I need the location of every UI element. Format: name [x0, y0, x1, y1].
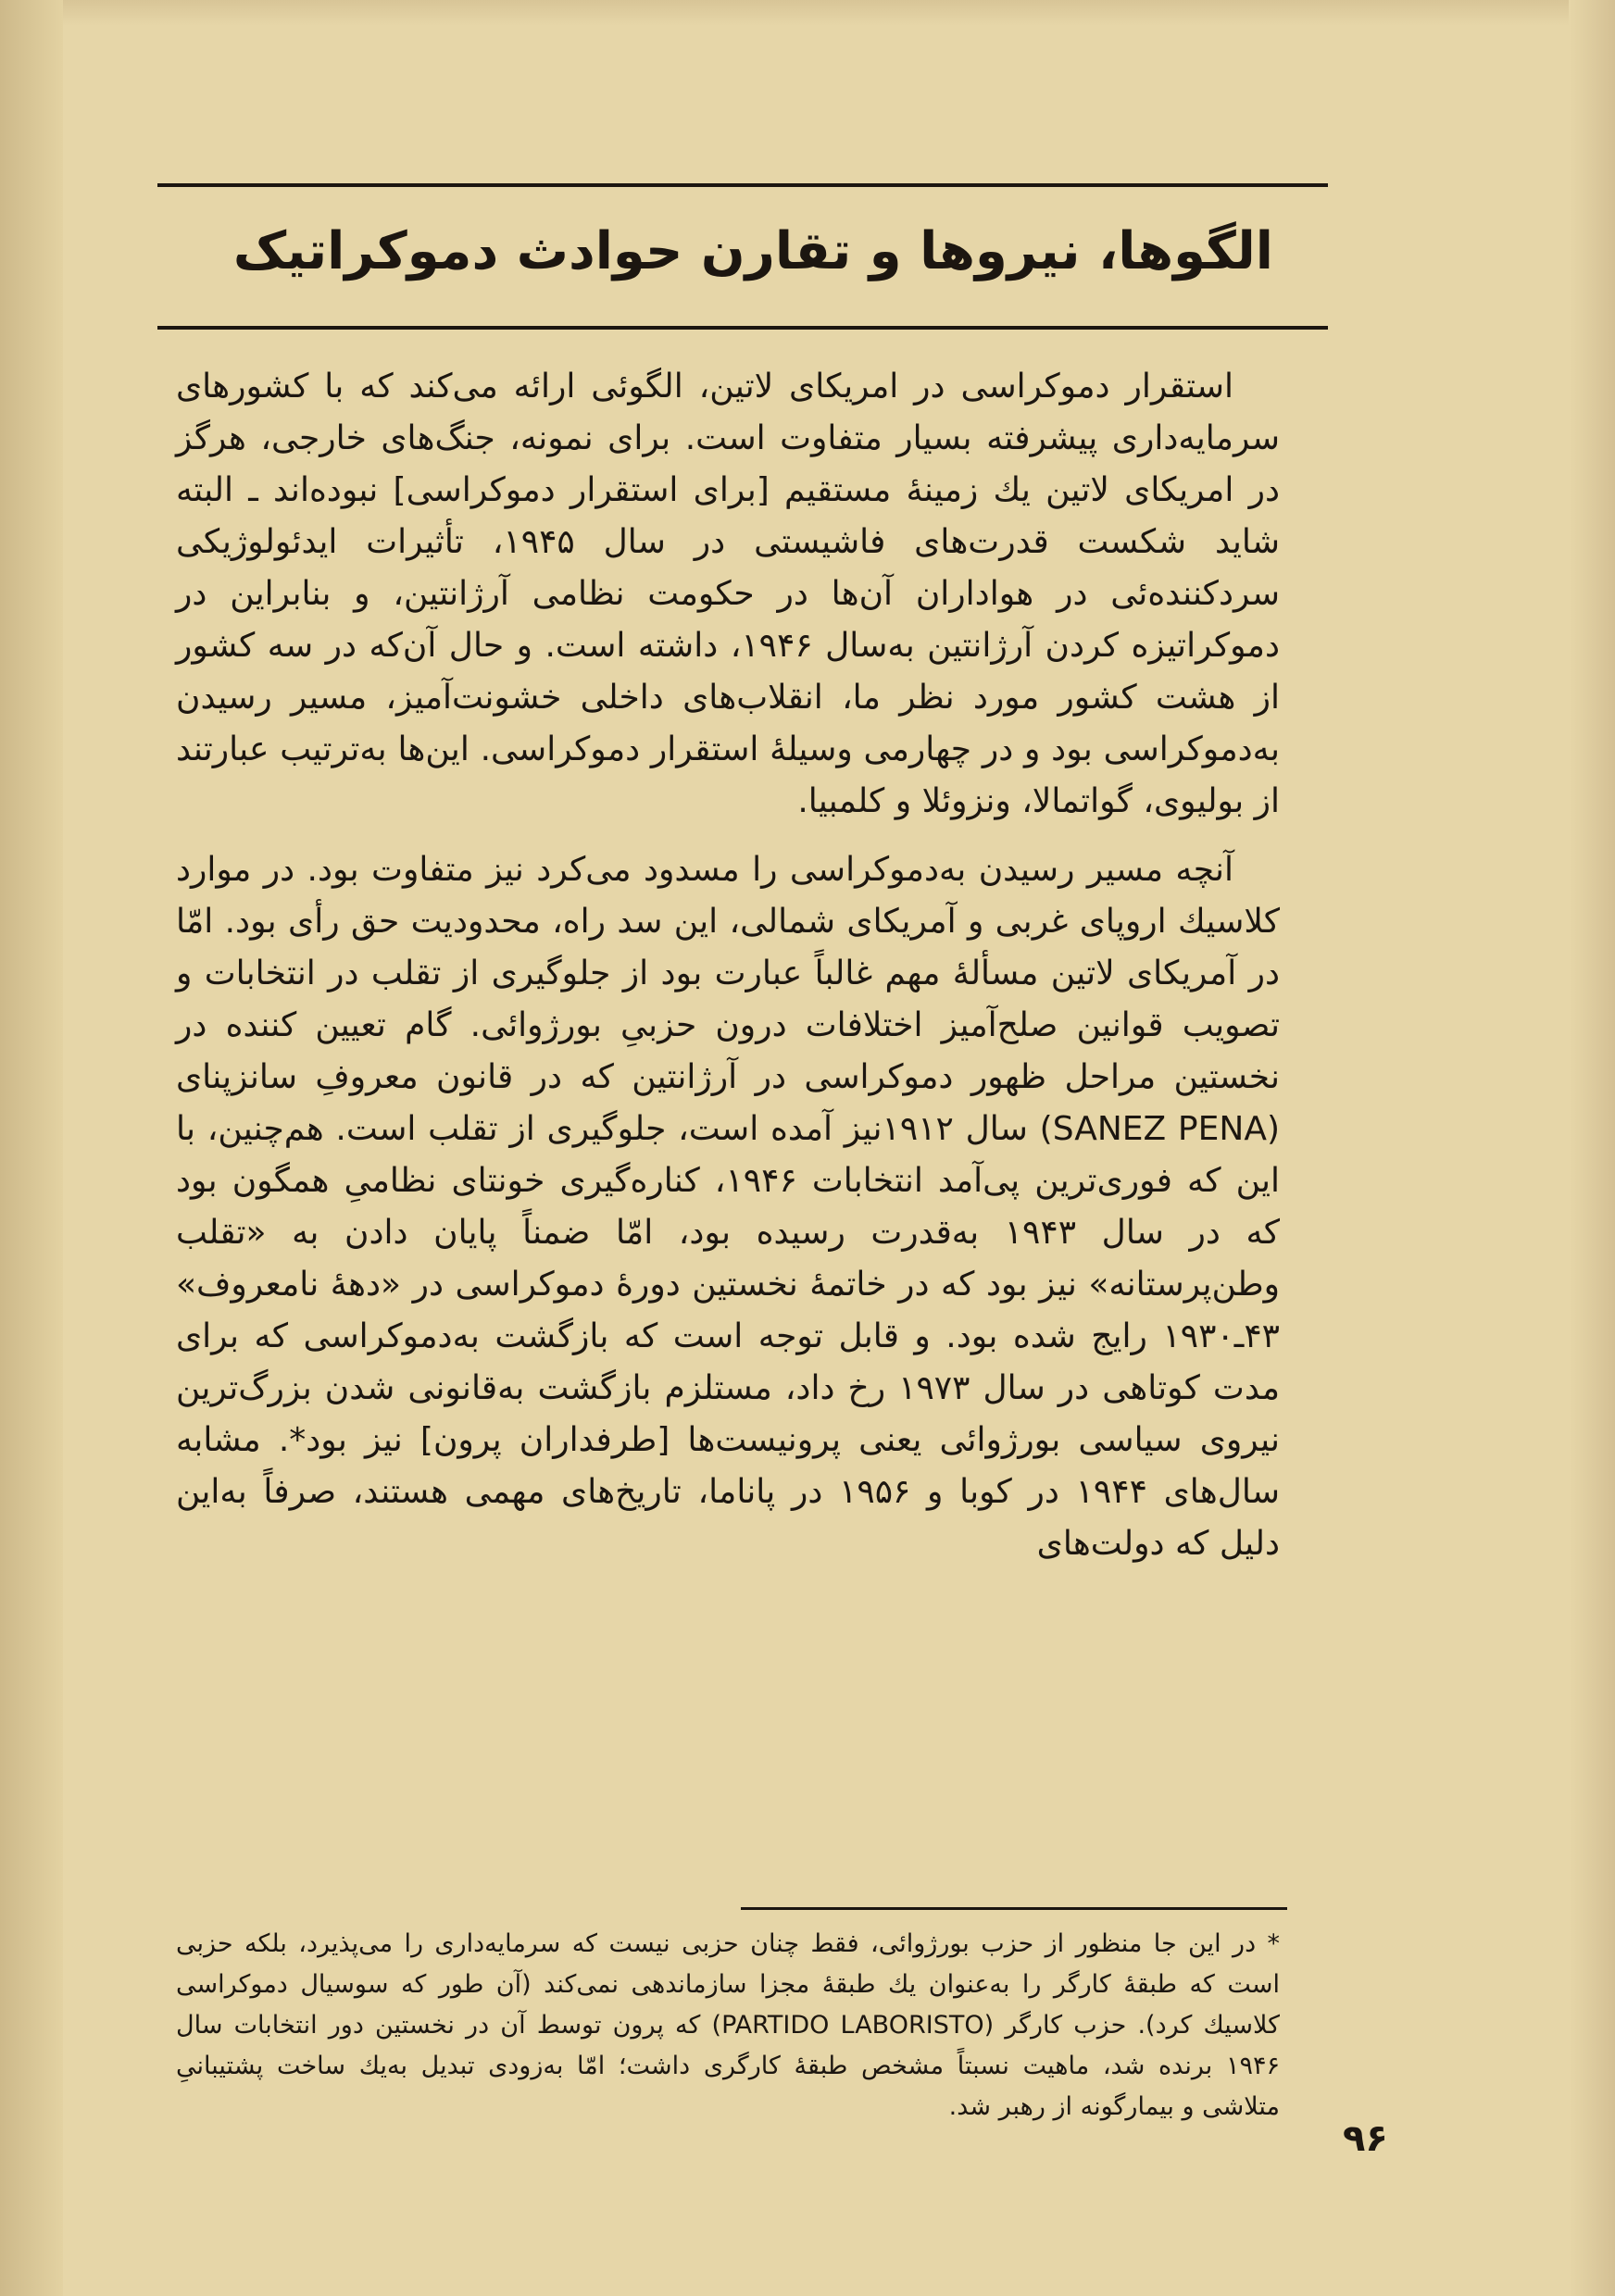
- heading-bottom-rule: [157, 326, 1328, 330]
- page-edge-top: [0, 0, 1615, 26]
- paragraph-1: استقرار دموکراسی در امریکای لاتین، الگوئی ارائه می‌کند که با کشورهای سرمایه‌داری پیشرفته بسیار متفاوت است. برای نمونه، جنگ‌های خارجی، هرگز در امریکای لاتین یك زمینهٔ مستقیم [برای استقرار دموکراسی] نبوده‌اند ـ البته شاید شکست قدرت‌های فاشیستی در سال ۱۹۴۵، تأثیرات ایدئولوژیکی سردکننده‌ئی در هواداران آن‌ها در حکومت نظامی آرژانتین، و بنابراین در دموکراتیزه کردن آرژانتین به‌سال ۱۹۴۶، داشته است. و حال آن‌که در سه کشور از هشت کشور مورد نظر ما، انقلاب‌های داخلی خشونت‌آمیز، مسیر رسیدن به‌دموکراسی بود و در چهارمی وسیلهٔ استقرار دموکراسی. این‌ها به‌ترتیب عبارتند از بولیوی، گواتمالا، ونزوئلا و کلمبیا.: [176, 368, 1280, 820]
- footnote: * در این جا منظور از حزب بورژوائی، فقط چنان حزبی نیست که سرمایه‌داری را می‌پذیرد، بلکه حزبی است که طبقهٔ کارگر را به‌عنوان یك طبقهٔ مجزا سازماندهی نمی‌کند (آن طور که سوسیال دموکراسی کلاسیك کرد). حزب کارگر (PARTIDO LABORISTO) که پرون توسط آن در نخستین دور انتخابات سال ۱۹۴۶ برنده شد، ماهیت نسبتاً مشخص طبقهٔ کارگری داشت؛ امّا به‌زودی تبدیل به‌یك ساخت پشتیبانیِ متلاشی و بیمارگونه از رهبر شد.: [176, 1929, 1280, 2121]
- page-edge-right: [1569, 0, 1615, 2296]
- body-text: [176, 361, 1280, 1570]
- page-edge-left: [0, 0, 63, 2296]
- heading-top-rule: [157, 183, 1328, 187]
- page-number: ۹۶: [1343, 2117, 1388, 2160]
- chapter-heading: الگوها، نیروها و تقارن حوادث دموکراتیک: [232, 221, 1273, 281]
- paragraph-2: آنچه مسیر رسیدن به‌دموکراسی را مسدود می‌کرد نیز متفاوت بود. در موارد کلاسیك اروپای غربی و آمریکای شمالی، این سد راه، محدودیت حق رأی بود. امّا در آمریکای لاتین مسألهٔ مهم غالباً عبارت بود از جلوگیری از تقلب در انتخابات و تصویب قوانین صلح‌آمیز اختلافات درون حزبیِ بورژوائی. گام تعیین کننده در نخستین مراحل ظهور دموکراسی در آرژانتین که در قانون معروفِ سانزپنای (SANEZ PENA) سال ۱۹۱۲نیز آمده است، جلوگیری از تقلب است. هم‌چنین، با این که فوری‌ترین پی‌آمد انتخابات ۱۹۴۶، کناره‌گیری خونتای نظامیِ همگون بود که در سال ۱۹۴۳ به‌قدرت رسیده بود، امّا ضمناً پایان دادن به «تقلب وطن‌پرستانه» نیز بود که در خاتمهٔ نخستین دورهٔ دموکراسی در «دههٔ نامعروف» ۴۳ـ۱۹۳۰ رایج شده بود. و قابل توجه است که بازگشت به‌دموکراسی که برای مدت کوتاهی در سال ۱۹۷۳ رخ داد، مستلزم بازگشت به‌قانونی شدن بزرگ‌ترین نیروی سیاسی بورژوائی یعنی پرونیست‌ها [طرفداران پرون] نیز بود*. مشابه سال‌های ۱۹۴۴ در کوبا و ۱۹۵۶ در پاناما، تاریخ‌های مهمی هستند، صرفاً به‌این دلیل که دولت‌های: [176, 851, 1280, 1563]
- footnote-rule: [741, 1907, 1287, 1910]
